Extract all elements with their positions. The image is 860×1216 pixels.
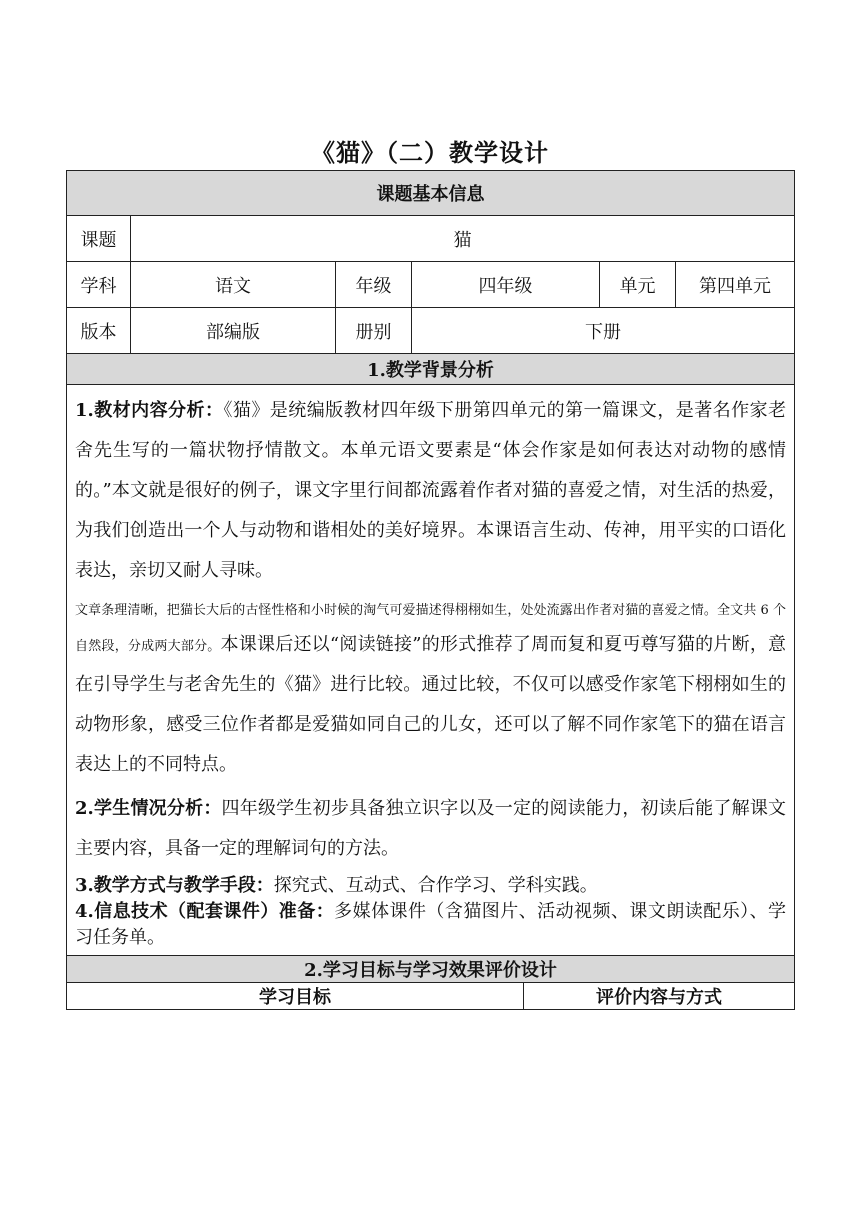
teaching-methods-lead: 3.教学方式与教学手段：: [75, 875, 274, 896]
textbook-analysis-lead: 1.教材内容分析：: [75, 400, 224, 421]
volume-label: 册别: [336, 308, 412, 354]
grade-label: 年级: [336, 262, 412, 308]
edition-label: 版本: [67, 308, 131, 354]
it-preparation-text: 多媒体课件（含猫图片、活动视频、课文朗读配乐）、学习任务单。: [75, 901, 787, 948]
it-preparation-lead: 4.信息技术（配套课件）准备：: [75, 901, 335, 922]
topic-label: 课题: [67, 216, 131, 262]
evaluation-column-header: 评价内容与方式: [524, 983, 795, 1010]
structure-paragraph: [75, 595, 786, 785]
student-analysis-text: 四年级学生初步具备独立识字以及一定的阅读能力，初读后能了解课文主要内容，具备一定的理解词句的方法。: [75, 798, 787, 859]
document-title: 《猫》（二）教学设计: [311, 138, 549, 167]
background-analysis-body: [67, 385, 795, 956]
learning-objectives-column-header: 学习目标: [67, 983, 524, 1010]
teaching-methods-text: 探究式、互动式、合作学习、学科实践。: [273, 875, 598, 896]
basic-info-header: 课题基本信息: [67, 171, 795, 216]
subject-label: 学科: [67, 262, 131, 308]
volume-value: 下册: [412, 308, 795, 354]
topic-value: 猫: [131, 216, 795, 262]
background-analysis-header: 1.教学背景分析: [67, 354, 795, 385]
lesson-plan-table: [66, 170, 795, 1010]
subject-value: 语文: [131, 262, 336, 308]
grade-value: 四年级: [412, 262, 600, 308]
edition-value: 部编版: [131, 308, 336, 354]
unit-value: 第四单元: [676, 262, 795, 308]
student-analysis-paragraph: [75, 789, 786, 869]
unit-label: 单元: [600, 262, 676, 308]
teaching-methods-paragraph: [75, 873, 786, 899]
it-preparation-paragraph: [75, 899, 786, 951]
objectives-evaluation-header: 2.学习目标与学习效果评价设计: [67, 956, 795, 983]
textbook-analysis-text: 《猫》是统编版教材四年级下册第四单元的第一篇课文，是著名作家老舍先生写的一篇状物抒情散文。本单元语文要素是“体会作家是如何表达对动物的感情的。”本文就是很好的例子，课文字里行间都流露着作者对猫的喜爱之情，对生活的热爱，为我们创造出一个人与动物和谐相处的美好境界。本课语言生动、传神，用平实的口语化表达，亲切又耐人寻味。: [75, 400, 787, 581]
textbook-analysis-paragraph: [75, 391, 786, 591]
structure-small-text: 文章条理清晰，把猫长大后的古怪性格和小时候的淘气可爱描述得栩栩如生，处处流露出作者对猫的喜爱之情。全文共 6 个自然段，分成两大部分。: [75, 603, 787, 654]
student-analysis-lead: 2.学生情况分析：: [75, 798, 222, 819]
reading-link-text: 本课课后还以“阅读链接”的形式推荐了周而复和夏丏尊写猫的片断，意在引导学生与老舍先生的《猫》进行比较。通过比较，不仅可以感受作家笔下栩栩如生的动物形象，感受三位作者都是爱猫如同自己的儿女，还可以了解不同作家笔下的猫在语言表达上的不同特点。: [75, 634, 787, 775]
